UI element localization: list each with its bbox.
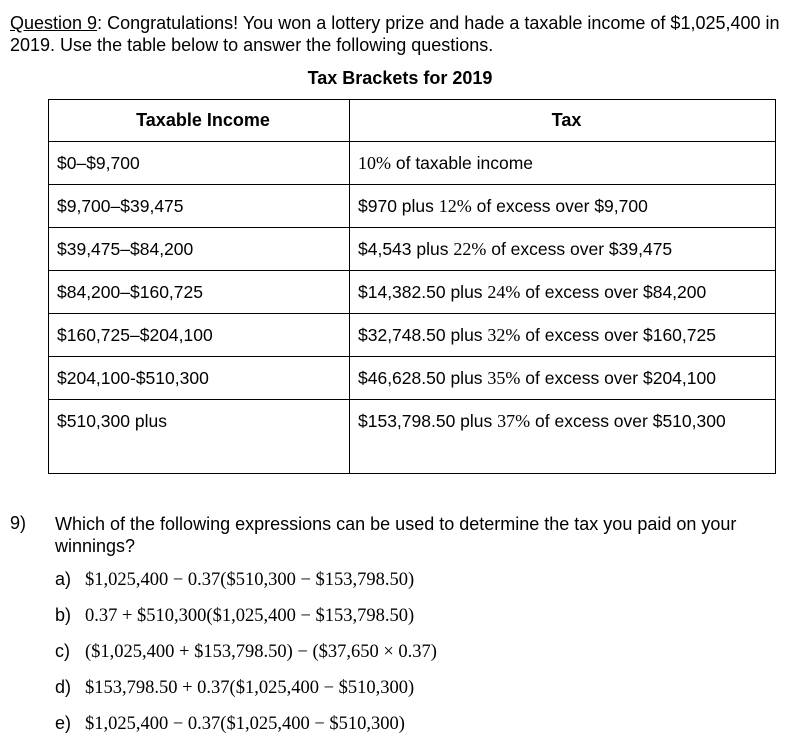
header-tax: Tax bbox=[350, 100, 776, 142]
income-cell: $160,725–$204,100 bbox=[49, 314, 350, 357]
income-cell: $510,300 plus bbox=[49, 400, 350, 474]
header-taxable-income: Taxable Income bbox=[49, 100, 350, 142]
option-expression: ($1,025,400 + $153,798.50) − ($37,650 × 0.37) bbox=[85, 642, 437, 662]
tax-rule: of taxable income bbox=[391, 152, 534, 173]
option-expression: $1,025,400 − 0.37($1,025,400 − $510,300) bbox=[85, 714, 405, 734]
income-cell: $39,475–$84,200 bbox=[49, 228, 350, 271]
tax-base: $46,628.50 plus bbox=[358, 367, 488, 388]
answer-options bbox=[55, 568, 775, 748]
table-row bbox=[49, 314, 776, 357]
option-expression: $153,798.50 + 0.37($1,025,400 − $510,300) bbox=[85, 678, 415, 698]
tax-base: $4,543 plus bbox=[358, 238, 454, 259]
income-cell: $0–$9,700 bbox=[49, 142, 350, 185]
tax-cell bbox=[350, 228, 776, 271]
table-row bbox=[49, 271, 776, 314]
tax-cell bbox=[350, 185, 776, 228]
income-cell: $204,100-$510,300 bbox=[49, 357, 350, 400]
table-row bbox=[49, 400, 776, 474]
table-row bbox=[49, 142, 776, 185]
table-row bbox=[49, 228, 776, 271]
tax-cell bbox=[350, 142, 776, 185]
tax-rate: 32% bbox=[487, 324, 521, 345]
tax-base: $970 plus bbox=[358, 195, 439, 216]
table-title: Tax Brackets for 2019 bbox=[307, 68, 493, 88]
option-letter: d) bbox=[55, 677, 72, 697]
tax-cell bbox=[350, 400, 776, 474]
question-intro bbox=[10, 12, 790, 56]
question-intro-text: : Congratulations! You won a lottery prize and hade a taxable income of $1,025,400 in 2019. Use the table below to answer the following questions. bbox=[10, 13, 780, 55]
tax-rule: of excess over $160,725 bbox=[520, 324, 716, 345]
tax-rate: 35% bbox=[487, 367, 521, 388]
option-a[interactable] bbox=[55, 568, 775, 604]
option-expression: 0.37 + $510,300($1,025,400 − $153,798.50) bbox=[85, 606, 415, 626]
tax-rate: 22% bbox=[453, 238, 487, 259]
tax-rule: of excess over $9,700 bbox=[471, 195, 648, 216]
tax-brackets-table bbox=[48, 99, 776, 474]
tax-rule: of excess over $510,300 bbox=[530, 411, 726, 431]
item-number: 9) bbox=[10, 513, 27, 533]
option-b[interactable] bbox=[55, 604, 775, 640]
tax-base: $153,798.50 plus bbox=[358, 411, 498, 431]
item-prompt: Which of the following expressions can be used to determine the tax you paid on your winnings? bbox=[55, 514, 737, 556]
tax-cell bbox=[350, 357, 776, 400]
tax-rate: 12% bbox=[438, 195, 472, 216]
income-cell: $84,200–$160,725 bbox=[49, 271, 350, 314]
table-row bbox=[49, 357, 776, 400]
tax-cell bbox=[350, 314, 776, 357]
option-letter: a) bbox=[55, 569, 72, 589]
tax-rate: 24% bbox=[487, 281, 521, 302]
tax-cell bbox=[350, 271, 776, 314]
income-cell: $9,700–$39,475 bbox=[49, 185, 350, 228]
option-expression: $1,025,400 − 0.37($510,300 − $153,798.50) bbox=[85, 570, 415, 590]
option-letter: c) bbox=[55, 641, 70, 661]
tax-rate: 37% bbox=[497, 411, 531, 431]
table-row bbox=[49, 185, 776, 228]
tax-base: $14,382.50 plus bbox=[358, 281, 488, 302]
tax-rule: of excess over $204,100 bbox=[520, 367, 716, 388]
tax-rule: of excess over $84,200 bbox=[520, 281, 707, 302]
question-label: Question 9 bbox=[10, 13, 98, 33]
table-header-row bbox=[49, 100, 776, 142]
option-d[interactable] bbox=[55, 676, 775, 712]
tax-rule: of excess over $39,475 bbox=[486, 238, 673, 259]
tax-rate: 10% bbox=[358, 152, 391, 173]
tax-base: $32,748.50 plus bbox=[358, 324, 488, 345]
option-letter: b) bbox=[55, 605, 72, 625]
option-letter: e) bbox=[55, 713, 72, 733]
option-c[interactable] bbox=[55, 640, 775, 676]
option-e[interactable] bbox=[55, 712, 775, 748]
